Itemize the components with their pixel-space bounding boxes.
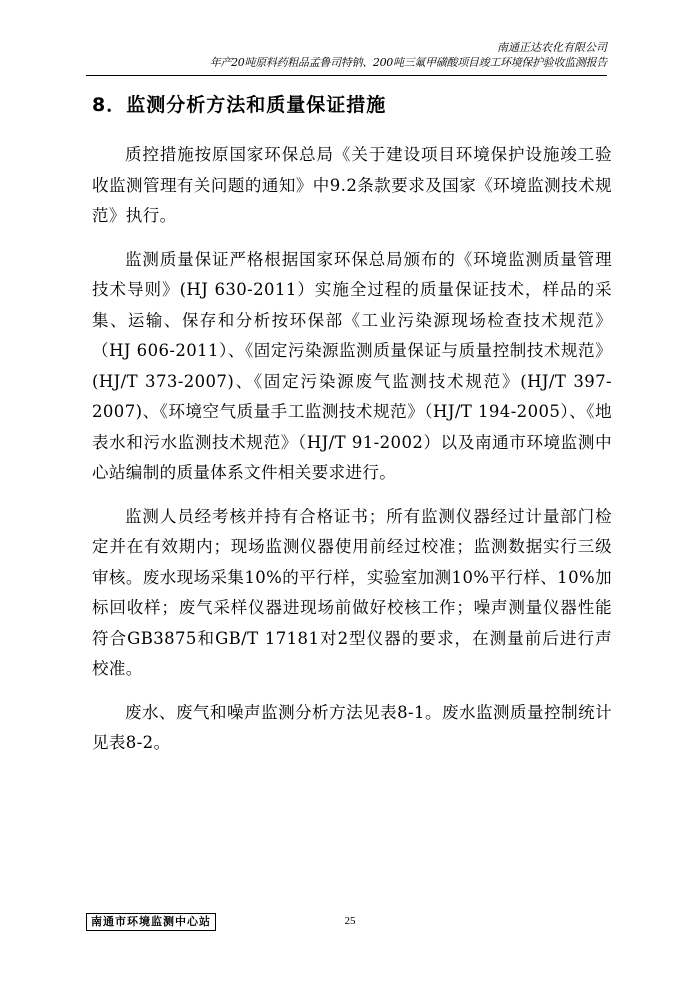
page-number: 25 [344, 915, 356, 927]
footer-stamp: 南通市环境监测中心站 [86, 913, 216, 931]
section-title: 8．监测分析方法和质量保证措施 [92, 94, 387, 116]
body-text [92, 140, 612, 772]
header-project-title: 年产20吨原料药粗品孟鲁司特钠、200吨三氟甲磺酸项目竣工环境保护验收监测报告 [209, 56, 607, 69]
header-rule [86, 75, 607, 76]
paragraph-quality-assurance: 监测质量保证严格根据国家环保总局颁布的《环境监测质量管理技术导则》(HJ 630-2011）实施全过程的质量保证技术，样品的采集、运输、保存和分析按环保部《工业污染源现场检查技术规范》（HJ 606-2011）、《固定污染源监测质量保证与质量控制技术规范》(HJ/T 373-2007)、《固定污染源废气监测技术规范》(HJ/T 397-2007)、《环境空气质量手工监测技术规范》（HJ/T 194-2005）、《地表水和污水监测技术规范》（HJ/T 91-2002）以及南通市环境监测中心站编制的质量体系文件相关要求进行。 [92, 249, 612, 482]
page-header [87, 40, 607, 70]
paragraph-quality-control: 质控措施按原国家环保总局《关于建设项目环境保护设施竣工验收监测管理有关问题的通知》中9.2条款要求及国家《环境监测技术规范》执行。 [92, 145, 612, 225]
header-company: 南通正达农化有限公司 [497, 41, 607, 54]
paragraph-table-reference: 废水、废气和噪声监测分析方法见表8-1。废水监测质量控制统计见表8-2。 [92, 702, 612, 752]
paragraph-personnel-instruments: 监测人员经考核并持有合格证书；所有监测仪器经过计量部门检定并在有效期内；现场监测仪器使用前经过校准；监测数据实行三级审核。废水现场采集10%的平行样，实验室加测10%平行样、10%加标回收样；废气采样仪器进现场前做好校核工作；噪声测量仪器性能符合GB3875和GB/T 17181对2型仪器的要求，在测量前后进行声校准。 [92, 506, 612, 678]
